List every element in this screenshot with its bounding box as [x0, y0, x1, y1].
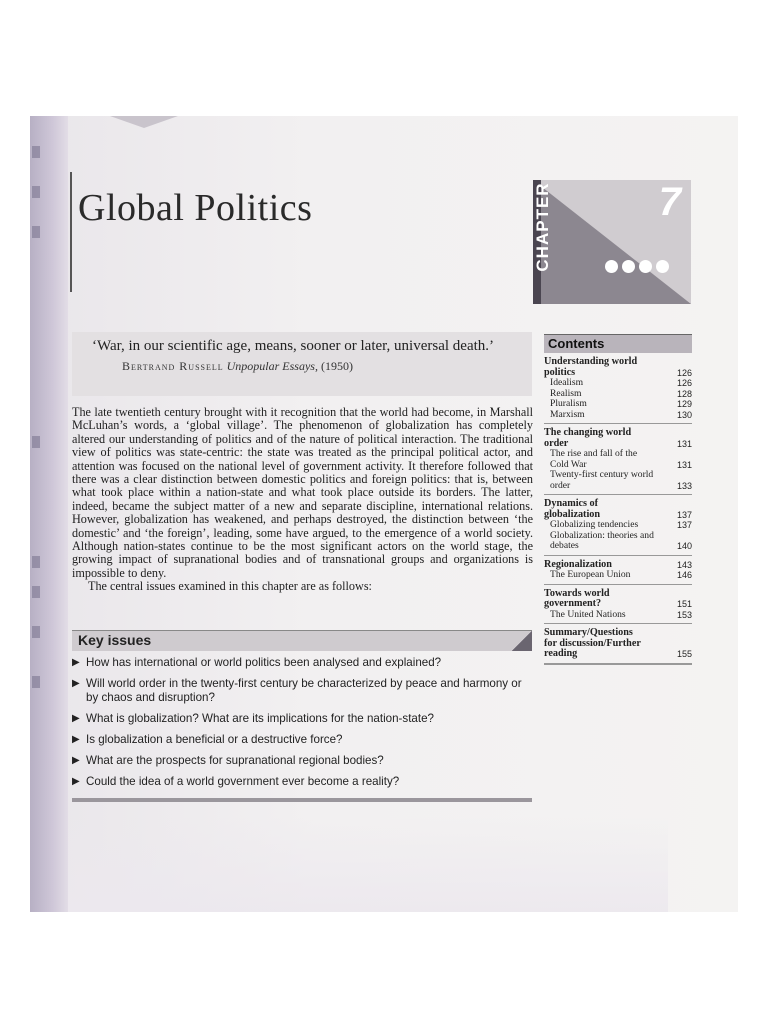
contents-entry-label: for discussion/Further — [544, 637, 641, 649]
contents-entry-label: politics — [544, 366, 576, 378]
contents-entry — [544, 378, 692, 389]
contents-list — [544, 353, 692, 665]
key-issues-title: Key issues — [78, 632, 152, 648]
contents-entry-label: reading — [544, 648, 578, 659]
contents-entry-label: Regionalization — [544, 558, 612, 570]
contents-entry-page: 131 — [676, 438, 692, 449]
contents-entry-label: Pluralism — [550, 398, 587, 409]
contents-entry-label: Cold War — [550, 458, 587, 470]
contents-entry-page: 126 — [676, 367, 692, 378]
contents-entry — [544, 610, 692, 621]
contents-title: Contents — [544, 334, 692, 353]
contents-entry — [544, 541, 692, 552]
list-item: ▶ How has international or world politics been analysed and explained? — [72, 656, 442, 669]
book-spine — [30, 116, 68, 912]
contents-entry — [544, 649, 692, 660]
list-item: ▶ Could the idea of a world government ever become a reality? — [72, 775, 400, 788]
contents-entry — [544, 470, 692, 481]
contents-entry-page: 137 — [676, 520, 692, 530]
contents-entry — [544, 499, 692, 510]
contents-entry — [544, 481, 692, 492]
arrow-bullet-icon: ▶ — [72, 657, 80, 668]
contents-entry-label: Towards world — [544, 587, 610, 599]
contents-entry — [544, 599, 692, 610]
quote-author: Bertrand Russell — [122, 359, 224, 373]
contents-entry-label: globalization — [544, 508, 601, 520]
contents-entry-page: 153 — [676, 609, 692, 620]
contents-entry-label: Realism — [550, 387, 582, 399]
contents-entry-label: order — [544, 437, 569, 449]
contents-section — [544, 556, 692, 585]
contents-entry-page: 146 — [676, 570, 692, 580]
contents-entry-label: Idealism — [550, 377, 584, 388]
contents-entry — [544, 628, 692, 639]
arrow-bullet-icon: ▶ — [72, 776, 80, 787]
contents-entry-page: 131 — [676, 459, 692, 470]
contents-entry-label: order — [550, 479, 571, 491]
arrow-bullet-icon: ▶ — [72, 678, 80, 689]
contents-entry-page: 151 — [676, 599, 692, 609]
contents-entry-page: 130 — [676, 409, 692, 420]
chapter-dots — [605, 260, 673, 278]
contents-entry-label: debates — [550, 540, 579, 551]
contents-entry-page: 126 — [676, 378, 692, 388]
quote-year: (1950) — [320, 359, 353, 373]
quote-work: Unpopular Essays, — [226, 359, 318, 373]
contents-section — [544, 624, 692, 665]
contents-entry-label: The rise and fall of the — [550, 448, 638, 459]
corner-triangle-icon — [512, 631, 532, 651]
contents-entry-label: The changing world — [544, 427, 632, 438]
contents-entry-page: 155 — [676, 649, 692, 659]
contents-entry-label: Understanding world — [544, 356, 638, 367]
chapter-title: Global Politics — [78, 187, 313, 229]
contents-entry-label: Dynamics of — [544, 498, 599, 509]
contents-entry-label: government? — [544, 598, 602, 609]
contents-entry-label: Summary/Questions — [544, 627, 633, 638]
contents-entry-label: The United Nations — [550, 608, 626, 620]
contents-entry-label: The European Union — [550, 569, 631, 580]
list-item: ▶ Is globalization a beneficial or a destructive force? — [72, 733, 343, 746]
contents-entry-page: 128 — [676, 388, 692, 399]
contents-panel — [544, 334, 692, 665]
arrow-bullet-icon: ▶ — [72, 734, 80, 745]
contents-entry — [544, 520, 692, 531]
contents-entry — [544, 357, 692, 368]
key-issues-header — [72, 630, 532, 651]
chapter-badge — [533, 180, 691, 304]
contents-entry-label: Globalizing tendencies — [550, 519, 639, 530]
contents-entry-label: Globalization: theories and — [550, 529, 654, 541]
contents-entry-label: Marxism — [550, 408, 585, 420]
title-rule — [70, 172, 72, 292]
list-item: ▶ What is globalization? What are its implications for the nation-state? — [72, 712, 434, 725]
contents-entry-page: 143 — [676, 559, 692, 570]
contents-entry-page: 129 — [676, 399, 692, 409]
contents-entry-label: Twenty-first century world — [550, 469, 654, 480]
arrow-bullet-icon: ▶ — [72, 713, 80, 724]
page-shadow — [68, 816, 668, 912]
contents-entry — [544, 428, 692, 439]
contents-section — [544, 495, 692, 556]
contents-entry — [544, 410, 692, 421]
book-page — [30, 116, 738, 912]
contents-entry — [544, 449, 692, 460]
contents-entry-page: 137 — [676, 509, 692, 520]
contents-entry-page: 133 — [676, 480, 692, 491]
chapter-label: CHAPTER — [533, 182, 552, 272]
contents-section — [544, 353, 692, 424]
arrow-bullet-icon: ▶ — [72, 755, 80, 766]
contents-entry-page: 140 — [676, 541, 692, 551]
list-item: ▶ What are the prospects for supranational regional bodies? — [72, 754, 384, 767]
page-tab-marker — [110, 116, 178, 128]
contents-entry — [544, 399, 692, 410]
key-issues-list — [72, 656, 532, 796]
chapter-number: 7 — [658, 180, 681, 224]
contents-section — [544, 424, 692, 495]
contents-section — [544, 585, 692, 625]
list-item: ▶ Will world order in the twenty-first century be characterized by peace and harmony or by chaos and disruption? — [72, 677, 522, 704]
intro-text — [72, 406, 533, 594]
intro-paragraph-1: The late twentieth century brought with it recognition that the world had become, in Marshall McLuhan’s words, a ‘global village’. The phenomenon of globalization has completely altered our understanding of politics and of the nature of political interaction. The traditional view of politics was state-centric: the state was treated as the principal political actor, and attention was focused on the national level of government activity. It therefore followed that there was a clear distinction between domestic politics and foreign politics: that is, between what took place within a nation-state and what took place outside its borders. The latter, indeed, became the subject matter of a new and separate discipline, international relations. However, globalization has weakened, and perhaps destroyed, the distinction between ‘the domestic’ and ‘the foreign’, leading, some have argued, to the emergence of a world society. Although nation-states continue to be the most significant actors on the world stage, the growing impact of supranational bodies and of transnational groups and organizations is impossible to deny. — [72, 405, 533, 580]
intro-paragraph-2: The central issues examined in this chapter are as follows: — [88, 579, 372, 594]
epigraph-quote: ‘War, in our scientific age, means, sooner or later, universal death.’ — [92, 338, 495, 354]
epigraph-attribution — [122, 359, 353, 374]
contents-entry — [544, 570, 692, 581]
key-issues-bottom-rule — [72, 798, 532, 802]
